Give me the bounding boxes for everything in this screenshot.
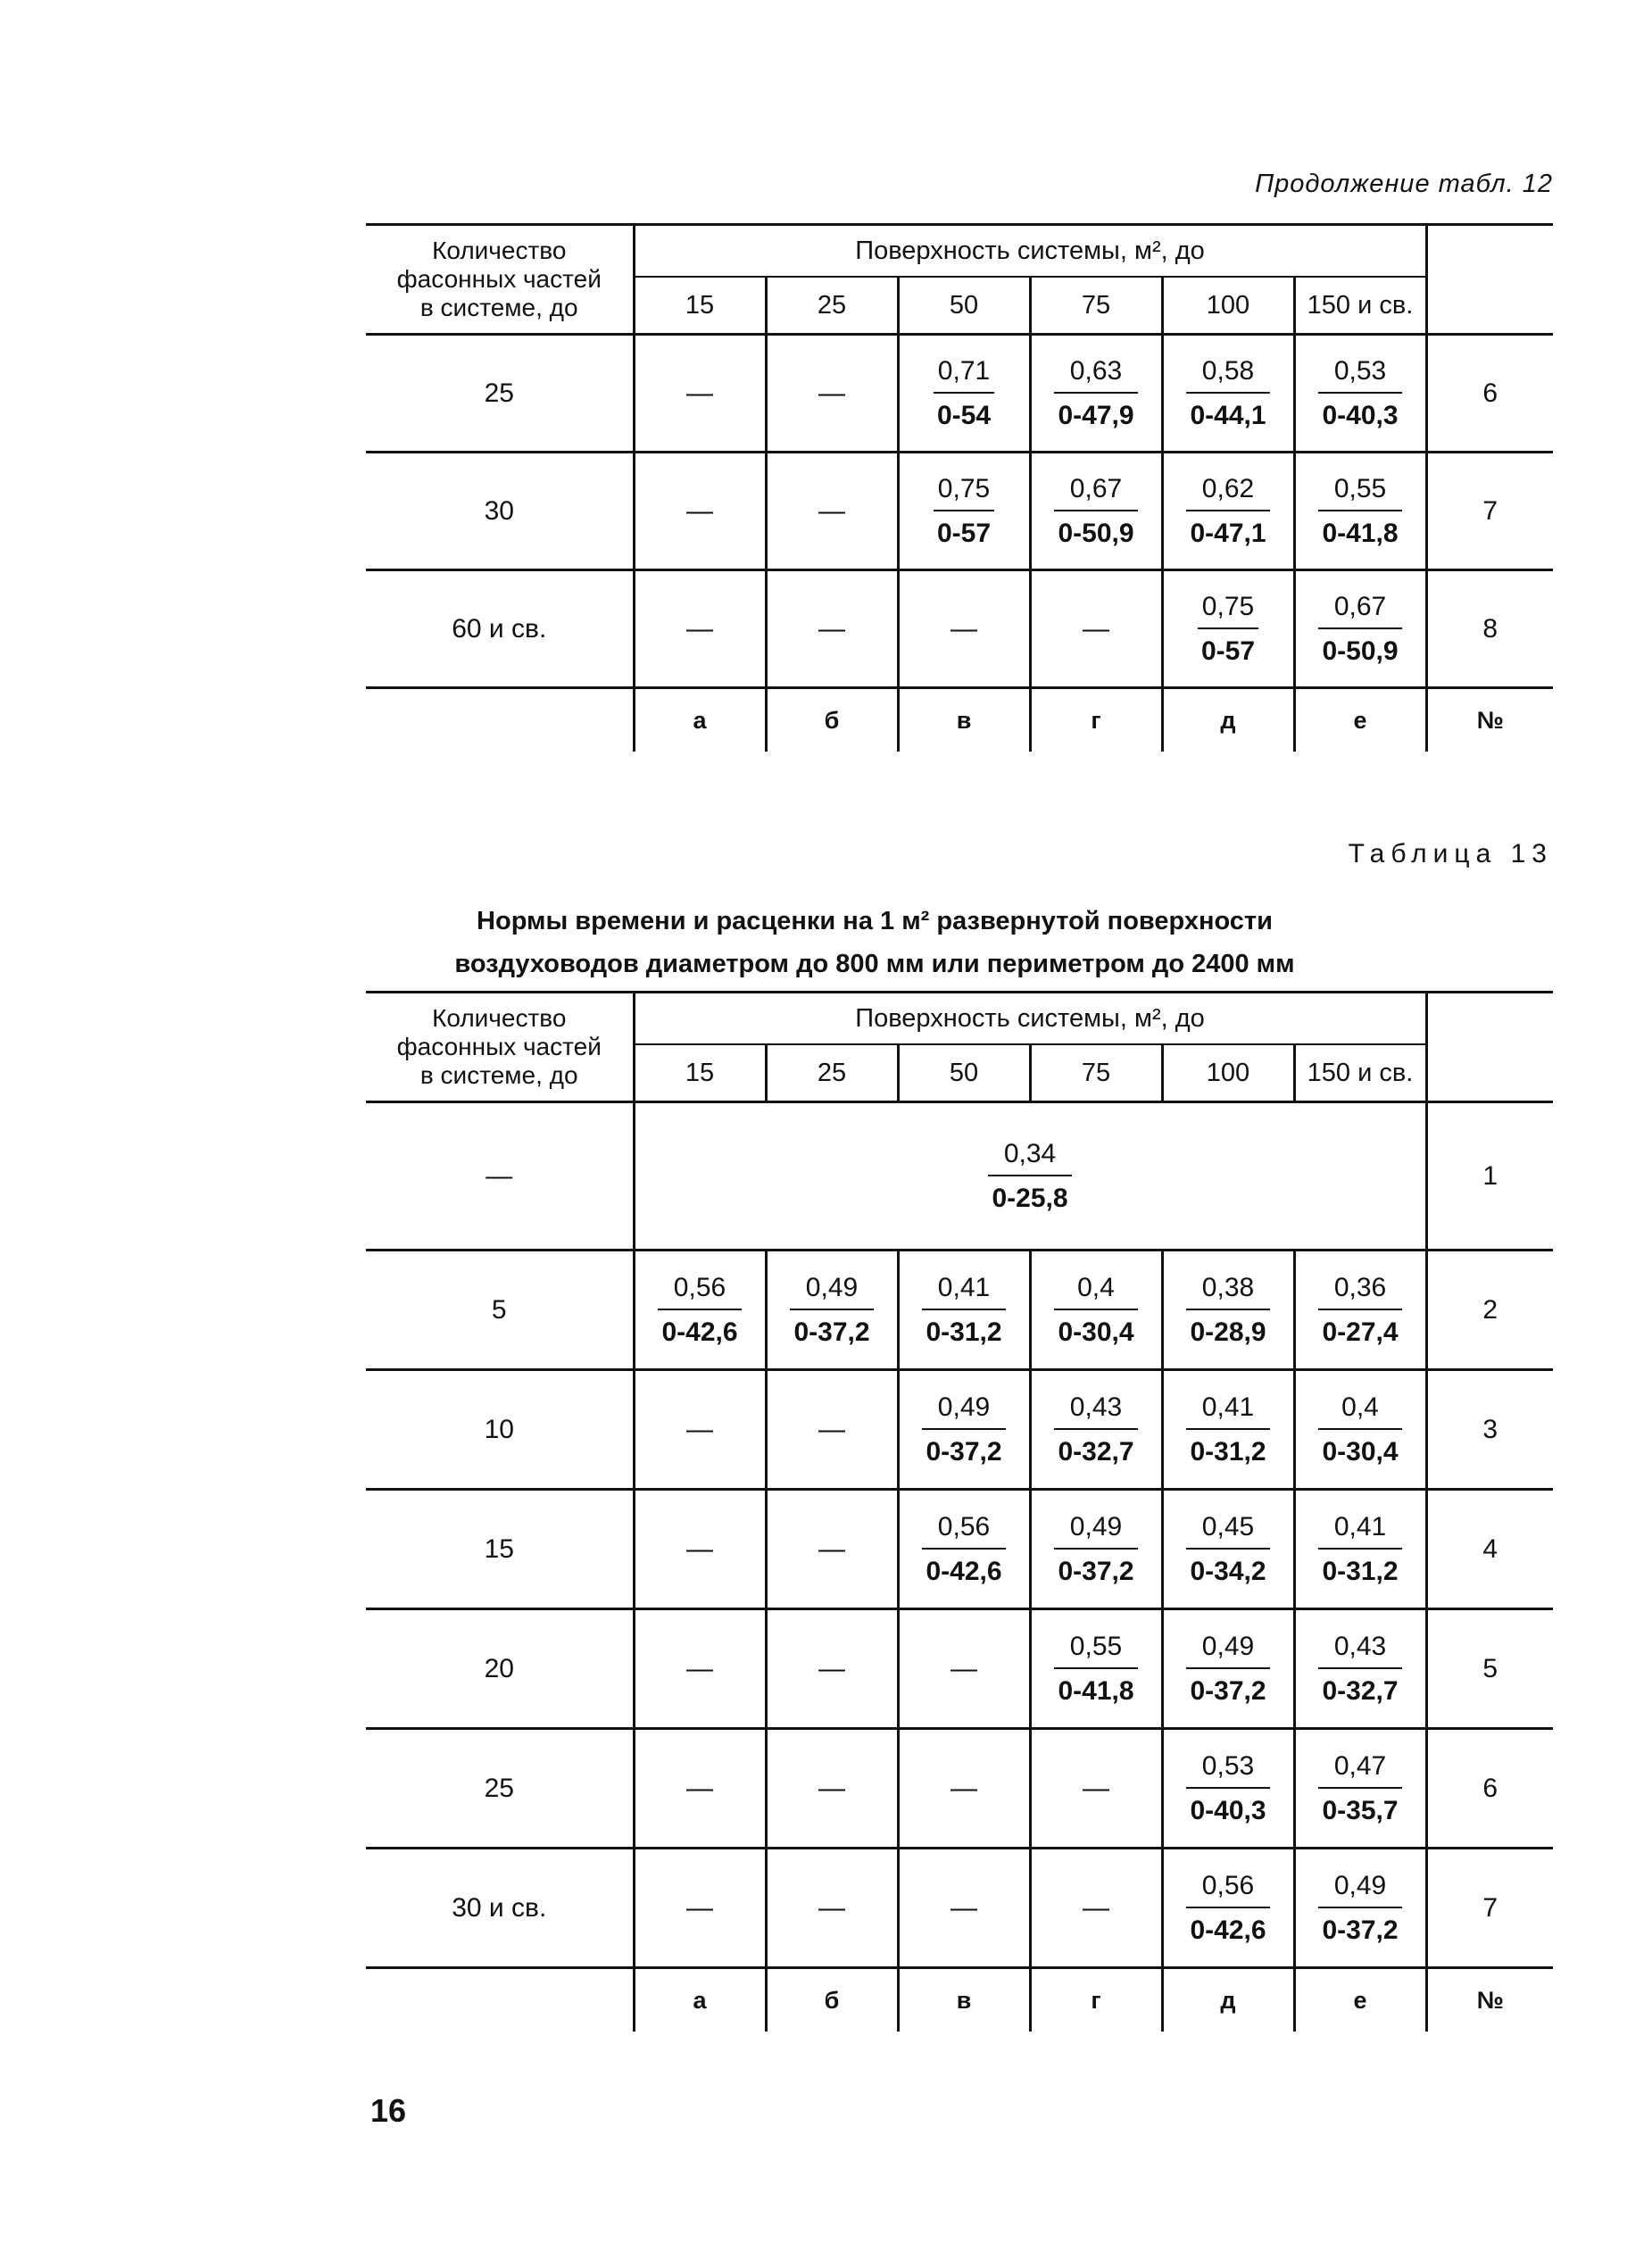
table-13 xyxy=(366,991,1553,2032)
row-number: 7 xyxy=(1426,1849,1553,1968)
column-letter-row xyxy=(366,688,1553,752)
rate-fraction xyxy=(1186,1392,1269,1467)
time-norm-value: 0,4 xyxy=(1054,1273,1137,1310)
time-norm-value: 0,55 xyxy=(1318,474,1401,511)
dash: — xyxy=(686,1533,713,1564)
qty-header-line: Количество xyxy=(432,1004,567,1032)
dash: — xyxy=(686,1414,713,1444)
rate-cell xyxy=(1030,570,1162,688)
dash: — xyxy=(1083,613,1109,644)
qty-header-line: в системе, до xyxy=(419,294,578,321)
table-13-heading xyxy=(366,900,1383,985)
rate-value: 0-57 xyxy=(1200,636,1256,666)
time-norm-value: 0,55 xyxy=(1054,1632,1137,1669)
column-header: 15 xyxy=(634,1044,766,1102)
rate-value: 0-40,3 xyxy=(1322,400,1399,430)
row-qty: 15 xyxy=(366,1490,634,1609)
row-qty: 30 и св. xyxy=(366,1849,634,1968)
time-norm-value: 0,58 xyxy=(1186,356,1269,394)
column-letter: б xyxy=(766,1968,898,2032)
rate-cell xyxy=(1030,1490,1162,1609)
row-qty: — xyxy=(366,1102,634,1251)
dash: — xyxy=(1083,1773,1109,1803)
rate-value: 0-42,6 xyxy=(661,1317,738,1347)
rate-fraction xyxy=(934,474,994,549)
dash: — xyxy=(818,1414,845,1444)
table-13-title: Таблица 13 xyxy=(1348,839,1553,868)
rate-cell xyxy=(766,1251,898,1370)
rate-value: 0-37,2 xyxy=(1058,1556,1134,1586)
time-norm-value: 0,43 xyxy=(1318,1632,1401,1669)
rate-value: 0-35,7 xyxy=(1322,1795,1399,1825)
table-row xyxy=(366,1251,1553,1370)
rate-cell xyxy=(634,1729,766,1849)
surface-header: Поверхность системы, м², до xyxy=(634,225,1426,278)
row-qty: 25 xyxy=(366,335,634,453)
column-header: 15 xyxy=(634,277,766,335)
dash: — xyxy=(686,378,713,408)
row-number: 8 xyxy=(1426,570,1553,688)
rate-cell xyxy=(1294,335,1426,453)
rate-cell xyxy=(1162,1849,1294,1968)
rate-cell xyxy=(1294,570,1426,688)
table-13-body xyxy=(366,993,1553,2032)
rate-value: 0-47,1 xyxy=(1190,518,1266,548)
rate-value: 0-37,2 xyxy=(1322,1915,1399,1945)
row-number: 3 xyxy=(1426,1370,1553,1490)
qty-header xyxy=(366,225,634,335)
header-row xyxy=(366,225,1553,278)
rate-cell xyxy=(1294,1490,1426,1609)
rate-cell xyxy=(1162,1370,1294,1490)
rate-fraction xyxy=(1186,474,1269,549)
rate-fraction xyxy=(1186,1871,1269,1946)
column-letter: а xyxy=(634,688,766,752)
dash: — xyxy=(818,613,845,644)
rate-cell xyxy=(634,570,766,688)
qty-header-line: фасонных частей xyxy=(396,265,602,293)
column-header: 100 xyxy=(1162,277,1294,335)
row-qty: 25 xyxy=(366,1729,634,1849)
rate-fraction xyxy=(1198,592,1258,667)
rate-cell xyxy=(898,1729,1030,1849)
rate-cell xyxy=(1162,453,1294,570)
rate-cell xyxy=(898,1849,1030,1968)
rate-fraction xyxy=(1054,1273,1137,1348)
column-letter: д xyxy=(1162,688,1294,752)
rate-fraction xyxy=(1054,1512,1137,1587)
letter-row-blank xyxy=(366,688,634,752)
rate-cell xyxy=(1030,1370,1162,1490)
column-letter: г xyxy=(1030,1968,1162,2032)
header-row xyxy=(366,993,1553,1045)
rate-value: 0-25,8 xyxy=(992,1183,1068,1213)
time-norm-value: 0,49 xyxy=(790,1273,873,1310)
time-norm-value: 0,49 xyxy=(1054,1512,1137,1550)
number-label: № xyxy=(1426,688,1553,752)
dash: — xyxy=(818,1653,845,1683)
number-label: № xyxy=(1426,1968,1553,2032)
rate-fraction xyxy=(1318,1512,1401,1587)
row-qty: 5 xyxy=(366,1251,634,1370)
rate-cell xyxy=(766,335,898,453)
rate-value: 0-32,7 xyxy=(1322,1675,1399,1706)
column-letter: а xyxy=(634,1968,766,2032)
rate-fraction xyxy=(988,1139,1071,1214)
time-norm-value: 0,56 xyxy=(922,1512,1005,1550)
rate-cell xyxy=(766,453,898,570)
qty-header-line: фасонных частей xyxy=(396,1033,602,1060)
rate-cell xyxy=(898,1251,1030,1370)
rate-cell xyxy=(898,1370,1030,1490)
table-12-body xyxy=(366,225,1553,752)
rate-value: 0-32,7 xyxy=(1058,1436,1134,1467)
rate-fraction xyxy=(922,1273,1005,1348)
row-qty: 30 xyxy=(366,453,634,570)
rate-fraction xyxy=(1318,1392,1401,1467)
dash: — xyxy=(951,1773,977,1803)
dash: — xyxy=(818,1892,845,1923)
rate-value: 0-54 xyxy=(936,400,992,430)
rate-fraction xyxy=(1186,1512,1269,1587)
column-header: 75 xyxy=(1030,1044,1162,1102)
time-norm-value: 0,34 xyxy=(988,1139,1071,1176)
surface-header: Поверхность системы, м², до xyxy=(634,993,1426,1045)
time-norm-value: 0,49 xyxy=(1318,1871,1401,1908)
dash: — xyxy=(951,1653,977,1683)
time-norm-value: 0,36 xyxy=(1318,1273,1401,1310)
time-norm-value: 0,71 xyxy=(934,356,994,394)
time-norm-value: 0,56 xyxy=(658,1273,741,1310)
time-norm-value: 0,43 xyxy=(1054,1392,1137,1430)
rate-fraction xyxy=(1054,1392,1137,1467)
rate-cell xyxy=(1030,1729,1162,1849)
rate-value: 0-31,2 xyxy=(1322,1556,1399,1586)
row-number: 1 xyxy=(1426,1102,1553,1251)
rate-cell xyxy=(1162,1609,1294,1729)
rate-cell xyxy=(1162,1490,1294,1609)
rate-cell xyxy=(1030,335,1162,453)
column-header: 25 xyxy=(766,1044,898,1102)
row-qty: 10 xyxy=(366,1370,634,1490)
time-norm-value: 0,45 xyxy=(1186,1512,1269,1550)
rate-value: 0-30,4 xyxy=(1058,1317,1134,1347)
column-letter-row xyxy=(366,1968,1553,2032)
rate-cell xyxy=(1030,1849,1162,1968)
time-norm-value: 0,4 xyxy=(1318,1392,1401,1430)
dash: — xyxy=(818,1533,845,1564)
time-norm-value: 0,56 xyxy=(1186,1871,1269,1908)
rate-cell xyxy=(766,1370,898,1490)
time-norm-value: 0,38 xyxy=(1186,1273,1269,1310)
time-norm-value: 0,41 xyxy=(1318,1512,1401,1550)
row-qty: 60 и св. xyxy=(366,570,634,688)
dash: — xyxy=(818,495,845,526)
row-number: 6 xyxy=(1426,335,1553,453)
row-number: 2 xyxy=(1426,1251,1553,1370)
time-norm-value: 0,41 xyxy=(1186,1392,1269,1430)
time-norm-value: 0,63 xyxy=(1054,356,1137,394)
rate-cell-merged xyxy=(634,1102,1426,1251)
rate-fraction xyxy=(1318,1273,1401,1348)
time-norm-value: 0,49 xyxy=(922,1392,1005,1430)
row-number: 4 xyxy=(1426,1490,1553,1609)
heading-line-2: воздуховодов диаметром до 800 мм или периметром до 2400 мм xyxy=(454,950,1295,978)
time-norm-value: 0,67 xyxy=(1318,592,1401,629)
rate-fraction xyxy=(1318,592,1401,667)
time-norm-value: 0,75 xyxy=(1198,592,1258,629)
row-number: 7 xyxy=(1426,453,1553,570)
rate-fraction xyxy=(1318,1751,1401,1826)
rate-value: 0-34,2 xyxy=(1190,1556,1266,1586)
dash: — xyxy=(686,613,713,644)
rate-fraction xyxy=(1186,1632,1269,1707)
number-header-blank xyxy=(1426,993,1553,1102)
rate-cell xyxy=(898,570,1030,688)
rate-cell xyxy=(898,335,1030,453)
column-letter: в xyxy=(898,688,1030,752)
rate-value: 0-37,2 xyxy=(926,1436,1002,1467)
column-letter: г xyxy=(1030,688,1162,752)
rate-cell xyxy=(1294,1251,1426,1370)
dash: — xyxy=(818,1773,845,1803)
rate-value: 0-37,2 xyxy=(793,1317,870,1347)
rate-cell xyxy=(1294,1609,1426,1729)
rate-cell xyxy=(1294,1729,1426,1849)
rate-fraction xyxy=(934,356,994,431)
rate-value: 0-42,6 xyxy=(1190,1915,1266,1945)
qty-header-line: в системе, до xyxy=(419,1061,578,1089)
rate-value: 0-50,9 xyxy=(1322,636,1399,666)
rate-cell xyxy=(1030,1609,1162,1729)
row-number: 6 xyxy=(1426,1729,1553,1849)
dash: — xyxy=(951,1892,977,1923)
rate-cell xyxy=(634,1490,766,1609)
rate-fraction xyxy=(1318,356,1401,431)
rate-value: 0-37,2 xyxy=(1190,1675,1266,1706)
rate-fraction xyxy=(1186,1273,1269,1348)
rate-value: 0-57 xyxy=(936,518,992,548)
table-row xyxy=(366,453,1553,570)
rate-value: 0-30,4 xyxy=(1322,1436,1399,1467)
heading-line-1: Нормы времени и расценки на 1 м² развернутой поверхности xyxy=(477,907,1273,935)
rate-cell xyxy=(898,453,1030,570)
rate-value: 0-41,8 xyxy=(1322,518,1399,548)
qty-header-line: Количество xyxy=(432,237,567,264)
rate-cell xyxy=(634,453,766,570)
rate-cell xyxy=(1294,1370,1426,1490)
column-letter: д xyxy=(1162,1968,1294,2032)
column-header: 150 и св. xyxy=(1294,1044,1426,1102)
rate-cell xyxy=(634,1609,766,1729)
table-row xyxy=(366,570,1553,688)
table-12-continuation xyxy=(366,223,1553,752)
dash: — xyxy=(686,495,713,526)
column-header: 100 xyxy=(1162,1044,1294,1102)
rate-fraction xyxy=(922,1392,1005,1467)
time-norm-value: 0,62 xyxy=(1186,474,1269,511)
qty-header xyxy=(366,993,634,1102)
rate-fraction xyxy=(1318,1871,1401,1946)
rate-cell xyxy=(766,1609,898,1729)
time-norm-value: 0,53 xyxy=(1186,1751,1269,1789)
rate-value: 0-41,8 xyxy=(1058,1675,1134,1706)
page-number: 16 xyxy=(370,2092,407,2129)
rate-value: 0-27,4 xyxy=(1322,1317,1399,1347)
column-letter: е xyxy=(1294,1968,1426,2032)
dash: — xyxy=(1083,1892,1109,1923)
dash: — xyxy=(686,1653,713,1683)
rate-fraction xyxy=(1186,1751,1269,1826)
rate-value: 0-31,2 xyxy=(926,1317,1002,1347)
letter-row-blank xyxy=(366,1968,634,2032)
rate-fraction xyxy=(1054,474,1137,549)
rate-fraction xyxy=(790,1273,873,1348)
time-norm-value: 0,49 xyxy=(1186,1632,1269,1669)
rate-cell xyxy=(1162,335,1294,453)
rate-fraction xyxy=(1186,356,1269,431)
rate-fraction xyxy=(658,1273,741,1348)
column-header: 50 xyxy=(898,277,1030,335)
dash: — xyxy=(686,1773,713,1803)
rate-value: 0-42,6 xyxy=(926,1556,1002,1586)
column-header: 25 xyxy=(766,277,898,335)
rate-cell xyxy=(634,1251,766,1370)
rate-fraction xyxy=(1054,356,1137,431)
column-header: 75 xyxy=(1030,277,1162,335)
table-row xyxy=(366,1609,1553,1729)
rate-value: 0-31,2 xyxy=(1190,1436,1266,1467)
rate-fraction xyxy=(1318,1632,1401,1707)
rate-cell xyxy=(766,1849,898,1968)
rate-value: 0-44,1 xyxy=(1190,400,1266,430)
dash: — xyxy=(951,613,977,644)
rate-value: 0-40,3 xyxy=(1190,1795,1266,1825)
rate-cell xyxy=(1294,1849,1426,1968)
column-letter: б xyxy=(766,688,898,752)
column-letter: в xyxy=(898,1968,1030,2032)
time-norm-value: 0,67 xyxy=(1054,474,1137,511)
column-header: 50 xyxy=(898,1044,1030,1102)
table-row xyxy=(366,1849,1553,1968)
rate-value: 0-28,9 xyxy=(1190,1317,1266,1347)
rate-cell xyxy=(1030,453,1162,570)
table-row xyxy=(366,335,1553,453)
rate-cell xyxy=(898,1490,1030,1609)
table-row xyxy=(366,1490,1553,1609)
rate-cell xyxy=(766,570,898,688)
rate-cell xyxy=(766,1729,898,1849)
time-norm-value: 0,75 xyxy=(934,474,994,511)
rate-fraction xyxy=(1318,474,1401,549)
rate-cell xyxy=(634,1370,766,1490)
rate-cell xyxy=(766,1490,898,1609)
rate-cell xyxy=(898,1609,1030,1729)
row-qty: 20 xyxy=(366,1609,634,1729)
rate-cell xyxy=(1030,1251,1162,1370)
dash: — xyxy=(686,1892,713,1923)
table-row-merged xyxy=(366,1102,1553,1251)
dash: — xyxy=(818,378,845,408)
rate-cell xyxy=(1162,1729,1294,1849)
rate-cell xyxy=(1162,570,1294,688)
rate-cell xyxy=(1162,1251,1294,1370)
time-norm-value: 0,53 xyxy=(1318,356,1401,394)
rate-value: 0-47,9 xyxy=(1058,400,1134,430)
rate-fraction xyxy=(922,1512,1005,1587)
column-letter: е xyxy=(1294,688,1426,752)
rate-cell xyxy=(1294,453,1426,570)
rate-fraction xyxy=(1054,1632,1137,1707)
time-norm-value: 0,41 xyxy=(922,1273,1005,1310)
column-header: 150 и св. xyxy=(1294,277,1426,335)
number-header-blank xyxy=(1426,225,1553,335)
time-norm-value: 0,47 xyxy=(1318,1751,1401,1789)
rate-cell xyxy=(634,335,766,453)
table-row xyxy=(366,1370,1553,1490)
row-number: 5 xyxy=(1426,1609,1553,1729)
continuation-label: Продолжение табл. 12 xyxy=(1255,170,1553,198)
rate-cell xyxy=(634,1849,766,1968)
table-row xyxy=(366,1729,1553,1849)
rate-value: 0-50,9 xyxy=(1058,518,1134,548)
